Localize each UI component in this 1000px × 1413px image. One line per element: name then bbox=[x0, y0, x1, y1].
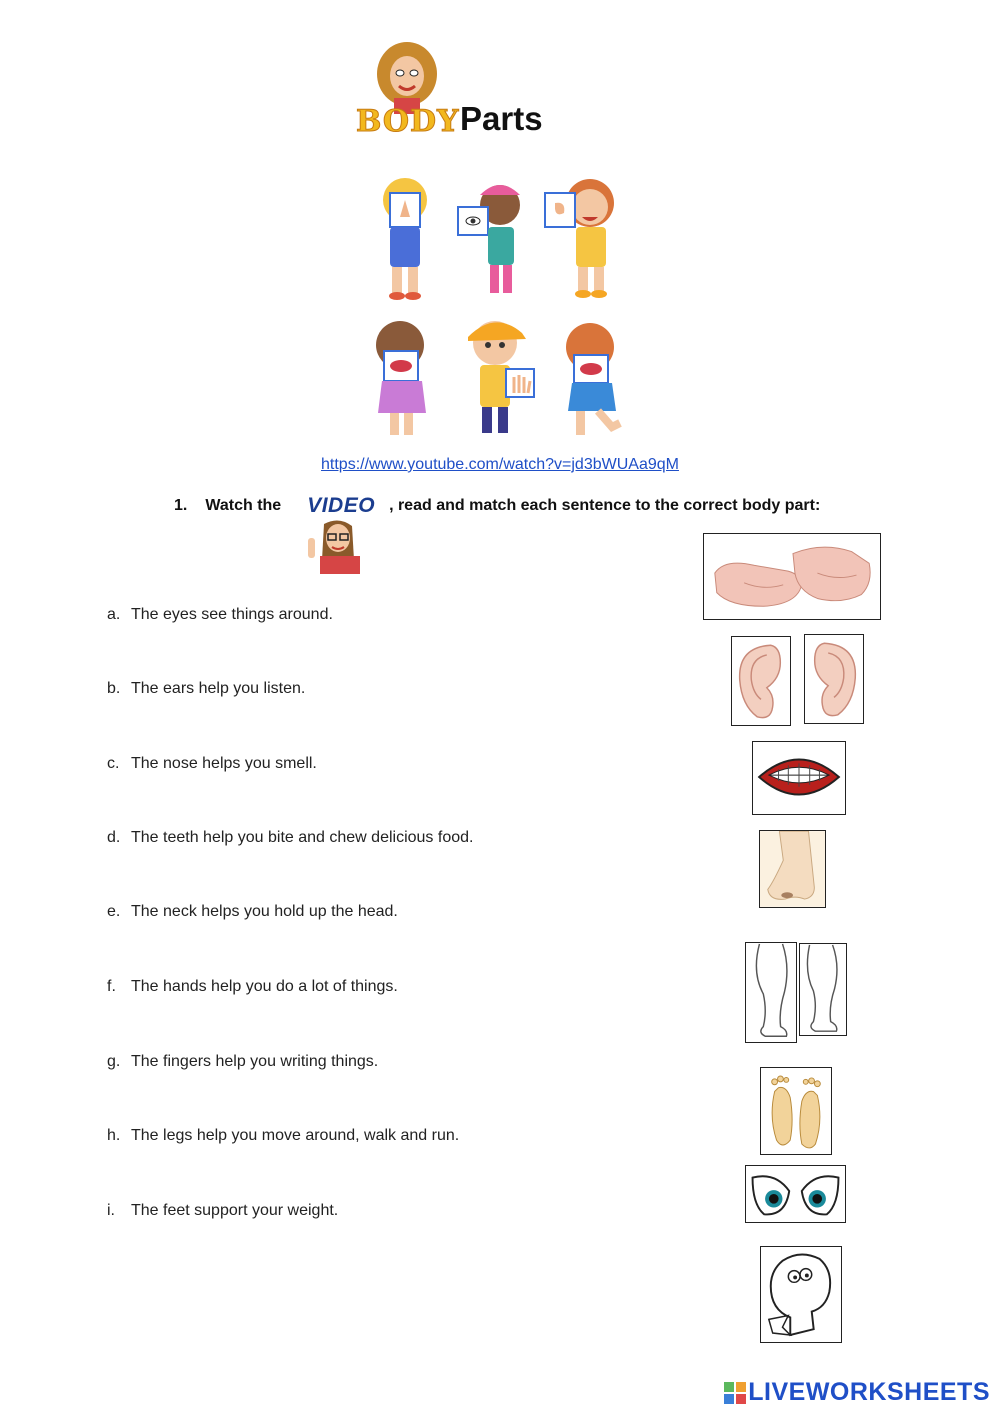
sentence-e bbox=[107, 903, 398, 921]
sentence-h bbox=[107, 1127, 459, 1145]
neck-picture[interactable] bbox=[760, 1246, 842, 1343]
sentence-text: The neck helps you hold up the head. bbox=[131, 903, 398, 920]
sentence-d bbox=[107, 829, 473, 847]
page-title: Parts bbox=[460, 100, 543, 137]
sentence-text: The nose helps you smell. bbox=[131, 755, 317, 772]
sentence-label: f. bbox=[107, 978, 116, 995]
sentence-label: h. bbox=[107, 1127, 121, 1144]
youtube-video-link[interactable]: https://www.youtube.com/watch?v=jd3bWUAa9qM bbox=[321, 456, 679, 473]
sentence-g bbox=[107, 1053, 378, 1071]
title-body-word: BODY bbox=[356, 104, 460, 139]
sentence-a bbox=[107, 606, 333, 624]
instruction bbox=[174, 494, 820, 518]
sentence-text: The ears help you listen. bbox=[131, 680, 306, 697]
sentence-b bbox=[107, 680, 305, 698]
sentence-f bbox=[107, 978, 398, 996]
sentence-label: b. bbox=[107, 680, 121, 697]
leg-left-picture[interactable] bbox=[745, 942, 797, 1043]
video-badge: VIDEO bbox=[307, 494, 376, 517]
hands-picture[interactable] bbox=[703, 533, 881, 620]
sentence-c bbox=[107, 755, 317, 773]
brand-name: LIVEWORKSHEETS bbox=[748, 1378, 990, 1406]
sentence-text: The fingers help you writing things. bbox=[131, 1053, 379, 1070]
feet-picture[interactable] bbox=[760, 1067, 832, 1155]
eyes-picture[interactable] bbox=[745, 1165, 846, 1223]
sentence-i bbox=[107, 1202, 338, 1220]
liveworksheets-logo-icon bbox=[724, 1382, 746, 1404]
liveworksheets-logo bbox=[724, 1378, 990, 1407]
leg-right-picture[interactable] bbox=[799, 943, 847, 1036]
nose-picture[interactable] bbox=[759, 830, 826, 908]
sentence-label: c. bbox=[107, 755, 120, 772]
instruction-text-start: Watch the bbox=[205, 497, 282, 514]
kids-illustration bbox=[350, 165, 650, 450]
sentence-label: g. bbox=[107, 1053, 121, 1070]
sentence-label: i. bbox=[107, 1202, 115, 1219]
ear-right-picture[interactable] bbox=[731, 636, 791, 726]
sentence-label: a. bbox=[107, 606, 121, 623]
ear-left-picture[interactable] bbox=[804, 634, 864, 724]
sentence-text: The legs help you move around, walk and run. bbox=[131, 1127, 460, 1144]
sentence-text: The eyes see things around. bbox=[131, 606, 333, 623]
instruction-number: 1. bbox=[174, 497, 188, 514]
sentence-text: The hands help you do a lot of things. bbox=[131, 978, 398, 995]
sentence-label: d. bbox=[107, 829, 121, 846]
sentence-label: e. bbox=[107, 903, 121, 920]
teacher-pointing-avatar bbox=[294, 516, 364, 574]
instruction-text-end: , read and match each sentence to the correct body part: bbox=[389, 497, 821, 514]
sentence-text: The feet support your weight. bbox=[131, 1202, 339, 1219]
sentence-text: The teeth help you bite and chew delicious food. bbox=[131, 829, 474, 846]
mouth-picture[interactable] bbox=[752, 741, 846, 815]
